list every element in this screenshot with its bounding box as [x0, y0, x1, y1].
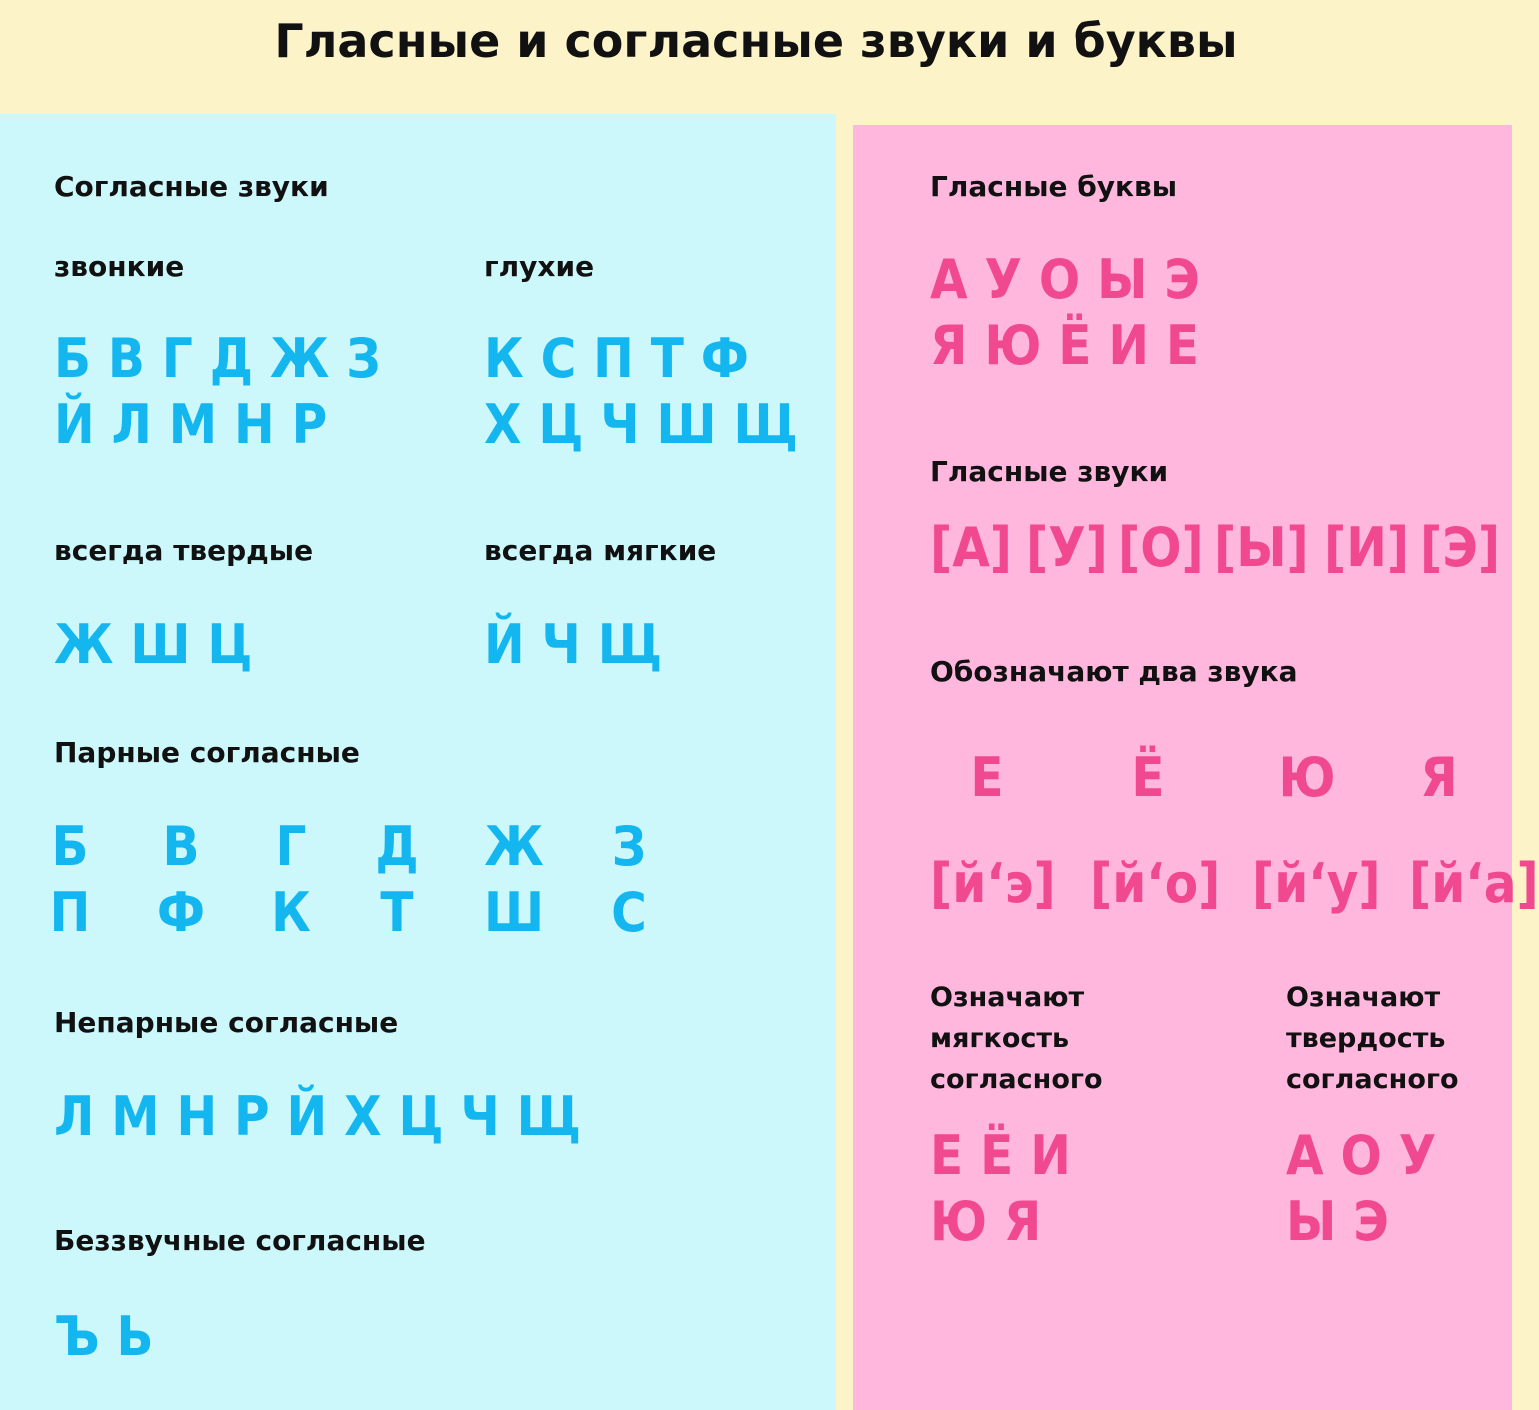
- hardness-heading-line: согласного: [1286, 1064, 1459, 1095]
- voiced-label: звонкие: [54, 250, 185, 283]
- softness-heading: [930, 977, 1103, 1100]
- paired-letter: Ф: [156, 881, 206, 944]
- always-hard-label: всегда твердые: [54, 534, 314, 567]
- consonants-panel: [0, 114, 836, 1410]
- two-sounds-letter: Я: [1420, 746, 1458, 809]
- always-soft-label: всегда мягкие: [484, 534, 717, 567]
- paired-letter: С: [611, 881, 647, 944]
- paired-letter: Ш: [483, 881, 545, 944]
- vowels-panel: [853, 125, 1539, 1410]
- softness-letters-row1: Е Ё И: [930, 1124, 1071, 1187]
- unpaired-label: Непарные согласные: [54, 1006, 399, 1039]
- unpaired-letters: Л М Н Р Й Х Ц Ч Щ: [54, 1085, 582, 1148]
- paired-letter: Ж: [484, 815, 544, 878]
- vowel-sound: [А]: [930, 516, 1013, 579]
- two-sounds-transcription: [й‘о]: [1090, 852, 1221, 915]
- softness-letters-row2: Ю Я: [930, 1190, 1042, 1253]
- vowel-letters-row2: Я Ю Ё И Е: [930, 314, 1200, 377]
- two-sounds-letter: Е: [970, 746, 1004, 809]
- softness-heading-line: мягкость: [930, 1023, 1070, 1054]
- softness-heading-line: Означают: [930, 982, 1085, 1013]
- page-title: Гласные и согласные звуки и буквы: [274, 14, 1238, 68]
- paired-letter: Б: [51, 815, 89, 878]
- vowel-letters-row1: А У О Ы Э: [930, 248, 1200, 311]
- softness-heading-line: согласного: [930, 1064, 1103, 1095]
- two-sounds-transcription: [й‘а]: [1409, 852, 1539, 915]
- always-hard-letters: Ж Ш Ц: [54, 613, 253, 676]
- vowel-sound: [О]: [1118, 516, 1204, 579]
- paired-label: Парные согласные: [54, 736, 360, 769]
- paired-letter: К: [271, 881, 311, 944]
- two-sounds-letter: Ё: [1131, 746, 1165, 809]
- vowel-sound: [Э]: [1420, 516, 1501, 579]
- hardness-heading: [1286, 977, 1459, 1100]
- paired-letter: В: [162, 815, 200, 878]
- soundless-label: Беззвучные согласные: [54, 1224, 426, 1257]
- paired-letter: Т: [380, 881, 414, 944]
- voiced-letters-row2: Й Л М Н Р: [54, 393, 328, 456]
- paired-letter: З: [611, 815, 647, 878]
- always-soft-letters: Й Ч Щ: [484, 613, 663, 676]
- vowel-sound: [Ы]: [1214, 516, 1309, 579]
- vowel-sounds-heading: Гласные звуки: [930, 455, 1169, 488]
- hardness-heading-line: Означают: [1286, 982, 1441, 1013]
- voiceless-label: глухие: [484, 250, 595, 283]
- paired-letter: П: [49, 881, 91, 944]
- voiceless-letters-row2: Х Ц Ч Ш Щ: [484, 393, 798, 456]
- voiced-letters-row1: Б В Г Д Ж З: [54, 327, 381, 390]
- vowel-sound: [И]: [1324, 516, 1410, 579]
- two-sounds-heading: Обозначают два звука: [930, 655, 1298, 688]
- consonant-sounds-heading: Согласные звуки: [54, 170, 329, 203]
- soundless-letters: Ъ Ь: [54, 1305, 154, 1368]
- hardness-letters-row1: А О У: [1286, 1124, 1437, 1187]
- vowel-letters-heading: Гласные буквы: [930, 170, 1178, 203]
- paired-letter: Г: [275, 815, 307, 878]
- two-sounds-transcription: [й‘э]: [930, 852, 1056, 915]
- two-sounds-letter: Ю: [1278, 746, 1336, 809]
- hardness-letters-row2: Ы Э: [1286, 1190, 1389, 1253]
- vowel-sound: [У]: [1026, 516, 1108, 579]
- paired-letter: Д: [375, 815, 419, 878]
- voiceless-letters-row1: К С П Т Ф: [484, 327, 749, 390]
- hardness-heading-line: твердость: [1286, 1023, 1446, 1054]
- two-sounds-transcription: [й‘у]: [1252, 852, 1381, 915]
